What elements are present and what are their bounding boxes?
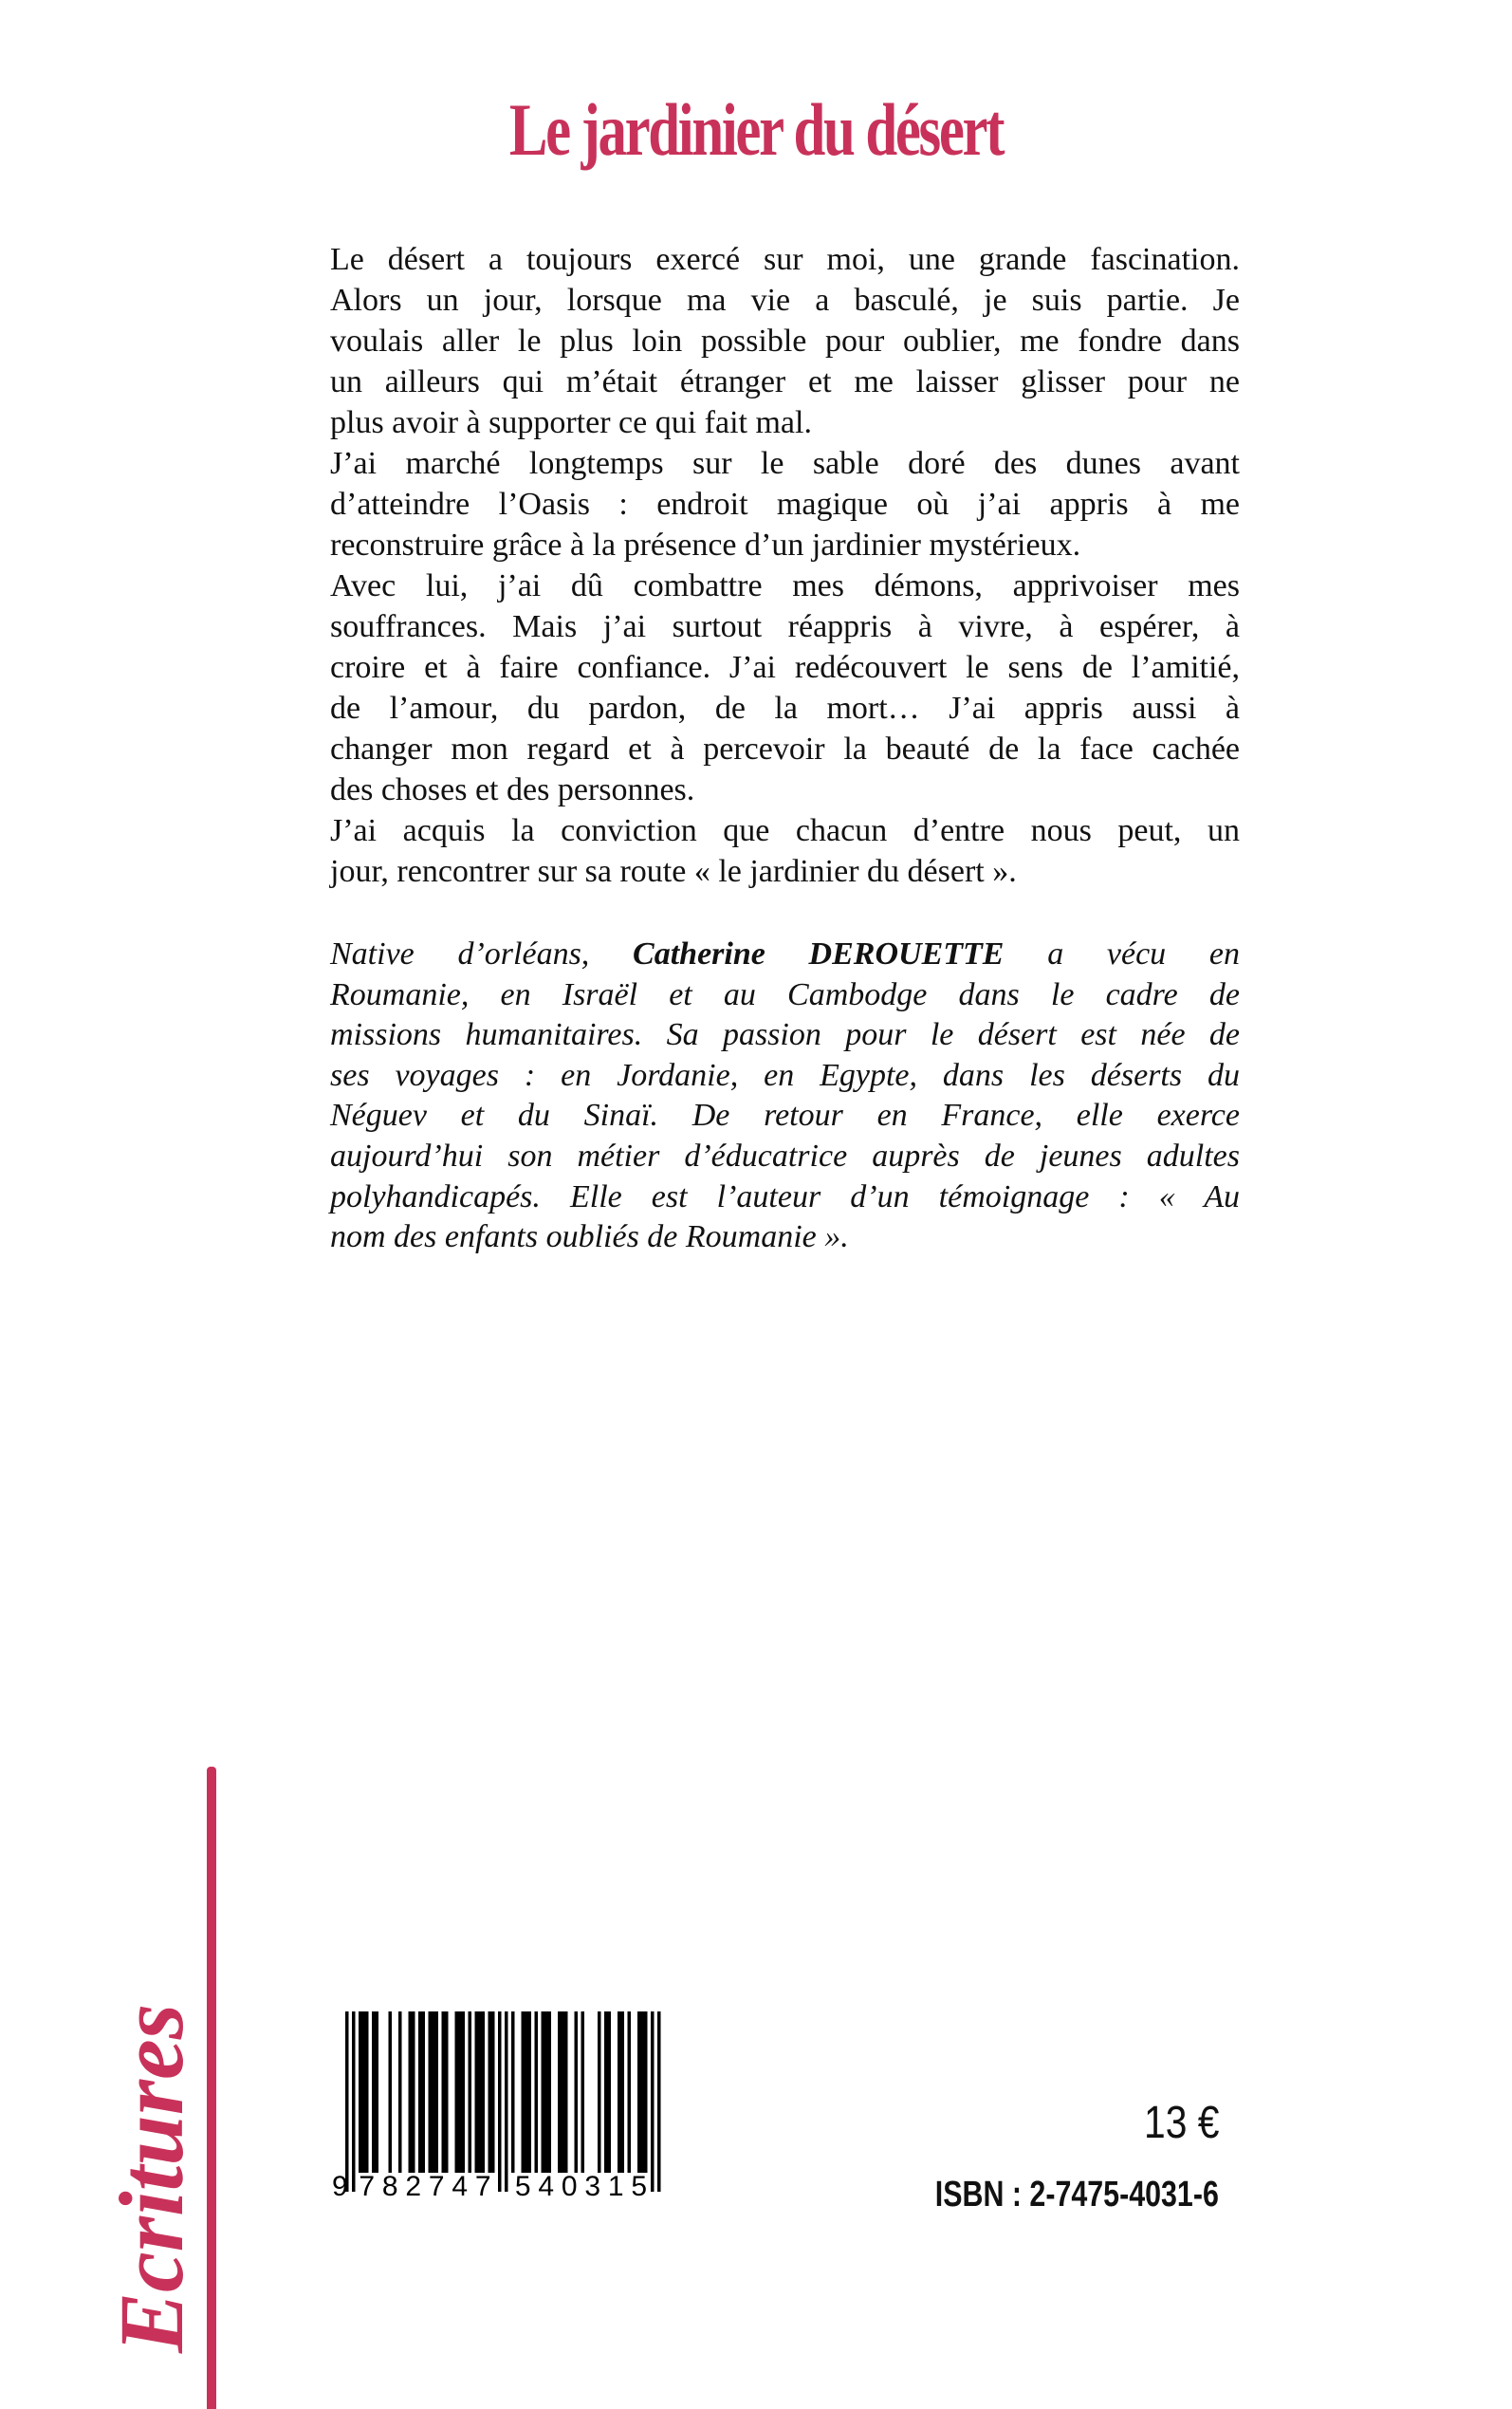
barcode-bar [621, 2011, 625, 2173]
barcode-bar [389, 2011, 393, 2173]
text: a vécu en [1004, 936, 1240, 972]
barcode-bar [422, 2011, 426, 2173]
barcode [330, 2010, 681, 2199]
barcode-bar [412, 2011, 415, 2173]
barcode-bar [372, 2011, 376, 2173]
synopsis-line: Avec lui, j’ai dû combattre mes démons, apprivoiser mes [330, 568, 1240, 603]
barcode-bar [429, 2011, 433, 2173]
synopsis-line: voulais aller le plus loin possible pour oublier, me fondre dans [330, 324, 1240, 359]
barcode-bar [544, 2011, 548, 2173]
barcode-digit: 7 [359, 2171, 376, 2199]
barcode-digit: 7 [428, 2171, 445, 2199]
barcode-bar [562, 2011, 565, 2173]
synopsis-line: plus avoir à supporter ce qui fait mal. [330, 405, 812, 440]
synopsis-line: jour, rencontrer sur sa route « le jardinier du désert ». [330, 854, 1017, 889]
author-bio-line: nom des enfants oubliés de Roumanie ». [330, 1219, 849, 1255]
barcode-bar [409, 2011, 413, 2173]
barcode-bar [598, 2011, 601, 2173]
barcode-bar [522, 2011, 526, 2173]
synopsis-line: changer mon regard et à percevoir la beauté de la face cachée [330, 732, 1240, 767]
barcode-bar [376, 2011, 379, 2173]
barcode-bar [528, 2011, 532, 2173]
barcode-bar [641, 2011, 645, 2173]
author-bio-line: polyhandicapés. Elle est l’auteur d’un témoignage : « Au [330, 1178, 1240, 1214]
author-bio-line: missions humanitaires. Sa passion pour le désert est née de [330, 1017, 1240, 1053]
barcode-bar [575, 2011, 579, 2173]
barcode-digit: 8 [381, 2171, 398, 2199]
synopsis-line: J’ai marché longtemps sur le sable doré des dunes avant [330, 446, 1240, 481]
barcode-bar [352, 2011, 356, 2192]
synopsis-line: Le désert a toujours exercé sur moi, une grande fascination. [330, 242, 1240, 277]
barcode-bar [435, 2011, 439, 2173]
barcode-bar [359, 2011, 362, 2173]
barcode-bar [462, 2011, 466, 2173]
barcode-digit: 3 [584, 2171, 601, 2199]
barcode-bar [505, 2011, 508, 2192]
barcode-bar [442, 2011, 446, 2173]
barcode-bar [458, 2011, 462, 2173]
synopsis-line: souffrances. Mais j’ai surtout réappris à vivre, à espérer, à [330, 609, 1240, 644]
author-bio-line: Roumanie, en Israël et au Cambodge dans le cadre de [330, 976, 1240, 1012]
barcode-bar [525, 2011, 528, 2173]
synopsis [330, 239, 1240, 892]
synopsis-line: d’atteindre l’Oasis : endroit magique où j’ai appris à me [330, 487, 1240, 522]
barcode-bar [542, 2011, 545, 2173]
barcode-bar [644, 2011, 648, 2173]
author-name: Catherine DEROUETTE [633, 936, 1005, 972]
price: 13 € [1143, 2098, 1219, 2148]
barcode-bar [637, 2011, 641, 2173]
author-bio-line: Néguev et du Sinaï. De retour en France, elle exerce [330, 1098, 1240, 1134]
synopsis-line: croire et à faire confiance. J’ai redécouvert le sens de l’amitié, [330, 650, 1240, 685]
synopsis-line: Alors un jour, lorsque ma vie a basculé, je suis partie. Je [330, 283, 1240, 318]
barcode-digit: 4 [538, 2171, 555, 2199]
barcode-bar [511, 2011, 515, 2173]
barcode-bar [475, 2011, 479, 2173]
barcode-digit: 5 [514, 2171, 531, 2199]
barcode-bar [491, 2011, 495, 2173]
barcode-bar [581, 2011, 585, 2173]
barcode-digit: 1 [607, 2171, 624, 2199]
synopsis-line: de l’amour, du pardon, de la mort… J’ai appris aussi à [330, 691, 1240, 726]
barcode-bar [398, 2011, 402, 2173]
barcode-bar [651, 2011, 655, 2192]
barcode-bar [418, 2011, 422, 2173]
barcode-digit: 9 [332, 2171, 348, 2199]
barcode-digit: 7 [474, 2171, 491, 2199]
barcode-bar [628, 2011, 632, 2173]
barcode-digit: 2 [405, 2171, 422, 2199]
isbn: ISBN : 2-7475-4031-6 [934, 2175, 1219, 2214]
publisher-logo-text: Ecritures [101, 2003, 202, 2353]
barcode-bar [345, 2011, 349, 2192]
barcode-bar [548, 2011, 552, 2173]
barcode-bar [498, 2011, 502, 2192]
barcode-bar [618, 2011, 621, 2173]
synopsis-line: J’ai acquis la conviction que chacun d’entre nous peut, un [330, 813, 1240, 848]
barcode-bar [535, 2011, 539, 2173]
author-bio-line: aujourd’hui son métier d’éducatrice auprès de jeunes adultes [330, 1138, 1240, 1174]
barcode-bar [604, 2011, 608, 2173]
synopsis-line: reconstruire grâce à la présence d’un jardinier mystérieux. [330, 528, 1081, 563]
synopsis-line: un ailleurs qui m’était étranger et me laisser glisser pour ne [330, 364, 1240, 399]
author-bio-line [330, 935, 1240, 975]
author-bio [330, 935, 1240, 1258]
barcode-digit: 0 [561, 2171, 578, 2199]
barcode-bar [564, 2011, 568, 2173]
barcode-digit: 5 [631, 2171, 648, 2199]
barcode-bar [657, 2011, 661, 2192]
barcode-bar [489, 2011, 492, 2173]
barcode-bar [365, 2011, 369, 2173]
barcode-bar [469, 2011, 472, 2173]
barcode-bar [362, 2011, 366, 2173]
barcode-bar [432, 2011, 435, 2173]
barcode-bar [455, 2011, 459, 2173]
publisher-logo-rule [207, 1767, 216, 2409]
barcode-digit: 4 [452, 2171, 469, 2199]
barcode-bar [445, 2011, 449, 2173]
barcode-bar [482, 2011, 486, 2173]
text: Native d’orléans, [330, 936, 634, 972]
barcode-bar [558, 2011, 562, 2173]
barcode-bar [478, 2011, 482, 2173]
book-title: Le jardinier du désert [508, 88, 1004, 171]
barcode-bar [608, 2011, 612, 2173]
author-bio-line: ses voyages : en Jordanie, en Egypte, dans les déserts du [330, 1057, 1240, 1093]
synopsis-line: des choses et des personnes. [330, 772, 695, 807]
